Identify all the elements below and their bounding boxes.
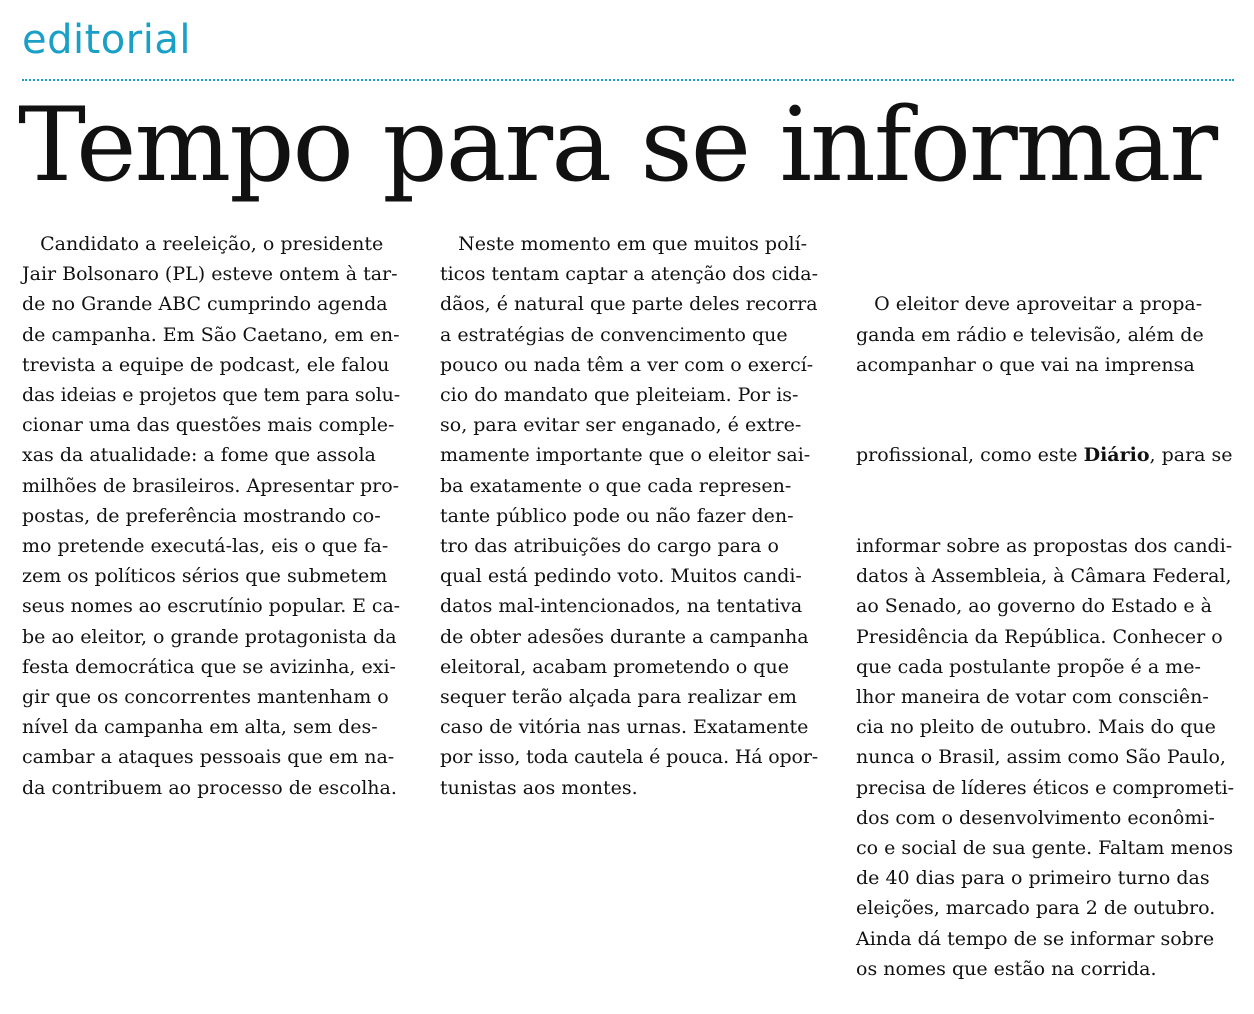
- text-line: mo pretende executá-las, eis o que fa-: [22, 535, 389, 558]
- text-line: lhor maneira de votar com consciên-: [856, 686, 1209, 709]
- text-line: trevista a equipe de podcast, ele falou: [22, 353, 390, 376]
- newspaper-name: Diário: [1083, 444, 1150, 467]
- text-line: eleições, marcado para 2 de outubro.: [856, 897, 1216, 920]
- text-line: tunistas aos montes.: [440, 776, 638, 799]
- text-fragment: , para se: [1149, 444, 1233, 467]
- text-line: cionar uma das questões mais comple-: [22, 414, 395, 437]
- text-line: das ideias e projetos que tem para solu-: [22, 384, 400, 407]
- text-line: ao Senado, ao governo do Estado e à: [856, 595, 1212, 618]
- text-line: nível da campanha em alta, sem des-: [22, 716, 378, 739]
- text-line: de 40 dias para o primeiro turno das: [856, 867, 1210, 890]
- section-divider: [22, 79, 1234, 81]
- text-line: eleitoral, acabam prometendo o que: [440, 655, 789, 678]
- text-line: tante público pode ou não fazer den-: [440, 504, 794, 527]
- text-line: dos com o desenvolvimento econômi-: [856, 806, 1215, 829]
- text-line: [856, 440, 1234, 470]
- text-line: ganda em rádio e televisão, além de: [856, 323, 1204, 346]
- text-line: ba exatamente o que cada represen-: [440, 474, 792, 497]
- text-line: da contribuem ao processo de escolha.: [22, 776, 397, 799]
- text-line: so, para evitar ser enganado, é extre-: [440, 414, 802, 437]
- text-line: mamente importante que o eleitor sai-: [440, 444, 811, 467]
- text-line: dãos, é natural que parte deles recorra: [440, 293, 818, 316]
- text-line: por isso, toda cautela é pouca. Há opor-: [440, 746, 818, 769]
- text-line: Presidência da República. Conhecer o: [856, 625, 1223, 648]
- article-column-2: [440, 229, 818, 803]
- text-line: be ao eleitor, o grande protagonista da: [22, 625, 397, 648]
- section-label: editorial: [22, 17, 191, 63]
- text-line: informar sobre as propostas dos candi-: [856, 535, 1233, 558]
- text-line: festa democrática que se avizinha, exi-: [22, 655, 396, 678]
- text-line: pouco ou nada têm a ver com o exercí-: [440, 353, 814, 376]
- text-line: co e social de sua gente. Faltam menos: [856, 837, 1234, 860]
- text-line: datos à Assembleia, à Câmara Federal,: [856, 565, 1232, 588]
- text-line: qual está pedindo voto. Muitos candi-: [440, 565, 802, 588]
- text-line: gir que os concorrentes mantenham o: [22, 686, 389, 709]
- text-line: Ainda dá tempo de se informar sobre: [856, 927, 1215, 950]
- text-line: ticos tentam captar a atenção dos cida-: [440, 263, 818, 286]
- text-line: que cada postulante propõe é a me-: [856, 655, 1201, 678]
- text-line: acompanhar o que vai na imprensa: [856, 353, 1195, 376]
- text-line: de campanha. Em São Caetano, em en-: [22, 323, 400, 346]
- text-line: caso de vitória nas urnas. Exatamente: [440, 716, 809, 739]
- text-line: de no Grande ABC cumprindo agenda: [22, 293, 388, 316]
- article-column-1: [22, 229, 400, 803]
- article-column-3: [856, 229, 1234, 1014]
- text-line: nunca o Brasil, assim como São Paulo,: [856, 746, 1226, 769]
- text-line: Neste momento em que muitos polí-: [440, 233, 808, 255]
- text-line: tro das atribuições do cargo para o: [440, 535, 779, 558]
- text-line: xas da atualidade: a fome que assola: [22, 444, 376, 467]
- text-line: Candidato a reeleição, o presidente: [22, 233, 384, 255]
- text-line: datos mal-intencionados, na tentativa: [440, 595, 803, 618]
- text-line: cio do mandato que pleiteiam. Por is-: [440, 384, 799, 407]
- text-line: seus nomes ao escrutínio popular. E ca-: [22, 595, 400, 618]
- text-line: postas, de preferência mostrando co-: [22, 504, 381, 527]
- text-line: os nomes que estão na corrida.: [856, 957, 1157, 980]
- text-line: milhões de brasileiros. Apresentar pro-: [22, 474, 400, 497]
- text-line: zem os políticos sérios que submetem: [22, 565, 388, 588]
- text-line: cambar a ataques pessoais que em na-: [22, 746, 395, 769]
- text-line: a estratégias de convencimento que: [440, 323, 788, 346]
- text-line: de obter adesões durante a campanha: [440, 625, 809, 648]
- text-line: sequer terão alçada para realizar em: [440, 686, 797, 709]
- text-line: precisa de líderes éticos e comprometi-: [856, 776, 1234, 799]
- headline: Tempo para se informar: [18, 86, 1217, 205]
- text-fragment: profissional, como este: [856, 444, 1084, 467]
- text-line: Jair Bolsonaro (PL) esteve ontem à tar-: [22, 263, 398, 286]
- text-line: O eleitor deve aproveitar a propa-: [856, 293, 1203, 316]
- text-line: cia no pleito de outubro. Mais do que: [856, 716, 1216, 739]
